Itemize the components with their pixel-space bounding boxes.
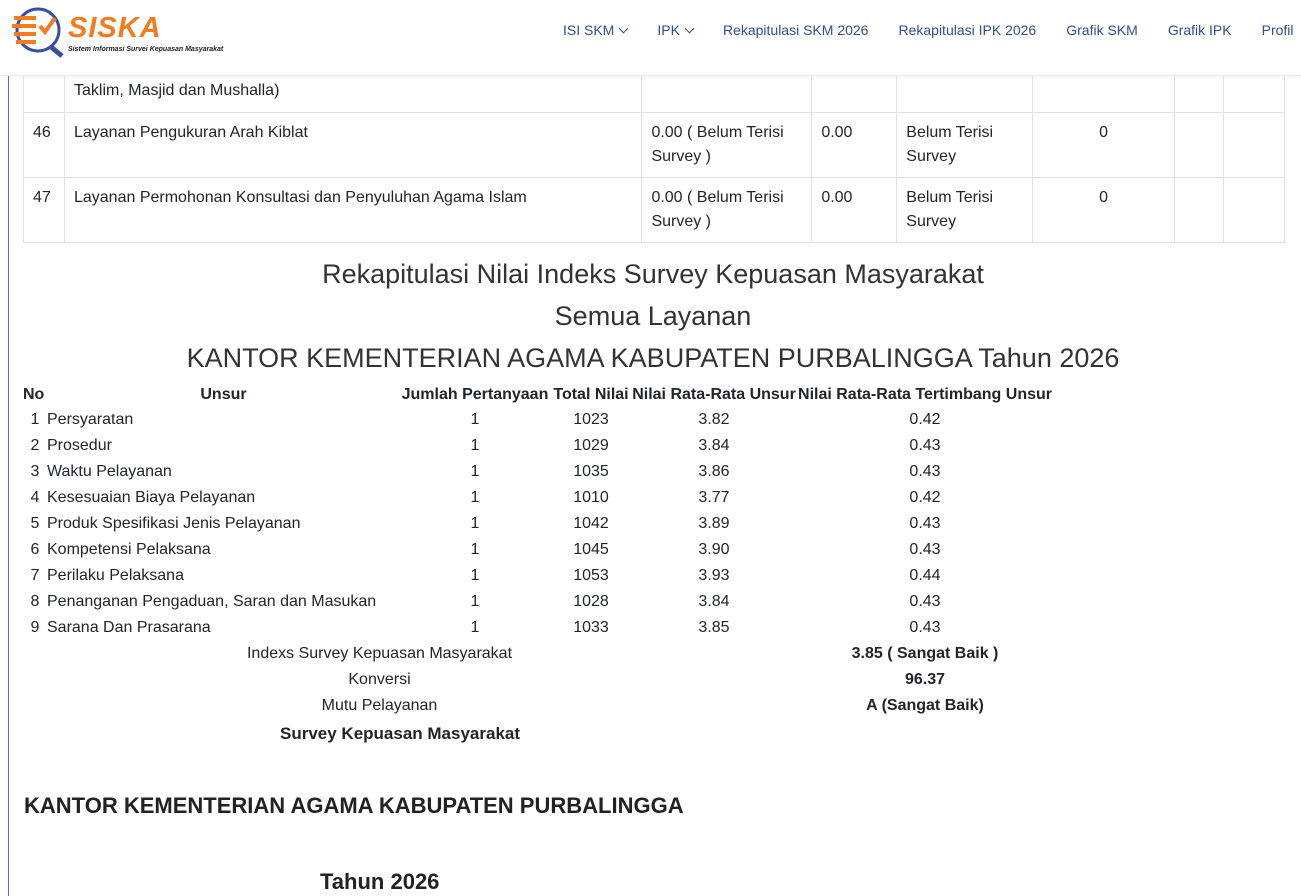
summary-row-mutu: [23, 693, 1054, 719]
service-name: Taklim, Masjid dan Mushalla): [64, 71, 641, 113]
nav-grafik-ipk[interactable]: Grafik IPK: [1167, 22, 1232, 38]
recap-total: 1053: [573, 567, 609, 584]
service-no: 47: [24, 178, 65, 243]
col-no: No: [23, 386, 45, 403]
recap-total: 1029: [573, 437, 609, 454]
siska-logo[interactable]: [10, 6, 224, 58]
recap-jumlah: 1: [470, 619, 480, 636]
main-nav: [563, 22, 1301, 38]
service-count: 0: [1033, 113, 1175, 178]
recap-total: 1028: [573, 593, 609, 610]
table-row: [24, 113, 1285, 178]
nav-grafik-skm[interactable]: Grafik SKM: [1066, 22, 1138, 38]
recap-jumlah: 1: [470, 463, 480, 480]
recap-title: Rekapitulasi Nilai Indeks Survey Kepuasan Masyarakat: [322, 259, 984, 289]
recap-tertimbang: 0.43: [909, 593, 941, 610]
summary-row-index: [23, 641, 1054, 667]
office-heading: KANTOR KEMENTERIAN AGAMA KABUPATEN PURBALINGGA: [24, 793, 684, 818]
recap-total: 1033: [573, 619, 609, 636]
recap-row: [23, 407, 1054, 433]
recap-row: [23, 511, 1054, 537]
col-unsur: Unsur: [200, 386, 247, 403]
survey-checklist-icon: [10, 6, 66, 58]
service-score-2: 0.00: [812, 113, 897, 178]
chevron-down-icon: [619, 23, 629, 33]
recap-unsur: Kesesuaian Biaya Pelayanan: [47, 489, 256, 506]
recap-rata: 3.93: [698, 567, 730, 584]
recap-jumlah: 1: [470, 411, 480, 428]
recap-total: 1045: [573, 541, 609, 558]
recap-unsur: Waktu Pelayanan: [47, 463, 172, 480]
recap-total: 1042: [573, 515, 609, 532]
nav-ipk[interactable]: IPK: [657, 22, 693, 38]
recap-unsur: Sarana Dan Prasarana: [47, 619, 211, 636]
top-navbar: [0, 0, 1301, 76]
recap-footer-label: Survey Kepuasan Masyarakat: [280, 724, 521, 743]
recap-tertimbang: 0.43: [909, 541, 941, 558]
service-extra-1: [1175, 178, 1224, 243]
recap-no: 9: [30, 619, 40, 636]
recap-unsur: Kompetensi Pelaksana: [47, 541, 211, 558]
recap-jumlah: 1: [470, 437, 480, 454]
service-extra-2: [1224, 178, 1285, 243]
recap-row: [23, 563, 1054, 589]
recap-tertimbang: 0.43: [909, 463, 941, 480]
service-count: 0: [1033, 178, 1175, 243]
recap-footer-row: [23, 719, 1054, 749]
recap-tertimbang: 0.42: [909, 489, 941, 506]
recap-rata: 3.77: [698, 489, 730, 506]
recap-jumlah: 1: [470, 567, 480, 584]
service-status: [897, 71, 1033, 113]
recap-rata: 3.84: [698, 593, 730, 610]
recap-row: [23, 485, 1054, 511]
service-extra-2: [1224, 71, 1285, 113]
recap-no: 8: [30, 593, 40, 610]
recap-jumlah: 1: [470, 541, 480, 558]
service-score-2: 0.00: [812, 178, 897, 243]
service-extra-2: [1224, 113, 1285, 178]
col-jumlah-pertanyaan: Jumlah Pertanyaan: [401, 386, 549, 403]
chevron-down-icon: [684, 23, 694, 33]
recap-no: 2: [30, 437, 40, 454]
nav-rekapitulasi-skm[interactable]: Rekapitulasi SKM 2026: [722, 22, 869, 38]
recap-no: 1: [30, 411, 40, 428]
service-count: [1033, 71, 1175, 113]
recap-no: 3: [30, 463, 40, 480]
recap-table: [23, 383, 1054, 749]
col-nilai-rata-rata: Nilai Rata-Rata Unsur: [632, 386, 796, 403]
recap-unsur: Produk Spesifikasi Jenis Pelayanan: [47, 515, 301, 532]
recap-jumlah: 1: [470, 593, 480, 610]
recap-tertimbang: 0.43: [909, 515, 941, 532]
recap-unsur: Penanganan Pengaduan, Saran dan Masukan: [47, 593, 377, 610]
recap-header-row: [23, 383, 1054, 407]
col-nilai-tertimbang: Nilai Rata-Rata Tertimbang Unsur: [798, 386, 1052, 403]
service-score: [642, 71, 812, 113]
recap-row: [23, 459, 1054, 485]
recap-no: 6: [30, 541, 40, 558]
summary-label: Konversi: [348, 671, 411, 688]
recap-total: 1035: [573, 463, 609, 480]
recap-unsur: Perilaku Pelaksana: [47, 567, 184, 584]
col-total-nilai: Total Nilai: [553, 386, 629, 403]
recap-tertimbang: 0.43: [909, 619, 941, 636]
recap-office-title: KANTOR KEMENTERIAN AGAMA KABUPATEN PURBALINGGA Tahun 2026: [186, 343, 1120, 373]
recap-row: [23, 537, 1054, 563]
recap-rata: 3.89: [698, 515, 730, 532]
recap-subtitle: Semua Layanan: [554, 301, 752, 331]
content-left-border: [8, 76, 9, 896]
recap-tertimbang: 0.43: [909, 437, 941, 454]
logo-title: SISKA: [68, 12, 162, 44]
logo-subtitle: Sistem Informasi Survei Kepuasan Masyarakat: [68, 46, 224, 53]
table-row: [24, 178, 1285, 243]
recap-jumlah: 1: [470, 515, 480, 532]
summary-label: Mutu Pelayanan: [321, 697, 438, 714]
summary-value: 96.37: [904, 671, 946, 688]
recap-rata: 3.84: [698, 437, 730, 454]
summary-row-konversi: [23, 667, 1054, 693]
service-score-2: [812, 71, 897, 113]
nav-rekapitulasi-ipk[interactable]: Rekapitulasi IPK 2026: [898, 22, 1037, 38]
service-extra-1: [1175, 113, 1224, 178]
summary-label: Indexs Survey Kepuasan Masyarakat: [246, 645, 513, 662]
service-name: Layanan Pengukuran Arah Kiblat: [64, 113, 641, 178]
recap-total: 1010: [573, 489, 609, 506]
recap-no: 7: [30, 567, 40, 584]
summary-value: A (Sangat Baik): [866, 697, 984, 714]
service-table: [23, 70, 1285, 243]
recap-rata: 3.85: [698, 619, 730, 636]
service-status: Belum Terisi Survey: [897, 178, 1033, 243]
recap-row: [23, 433, 1054, 459]
service-name: Layanan Permohonan Konsultasi dan Penyuluhan Agama Islam: [64, 178, 641, 243]
service-score: 0.00 ( Belum Terisi Survey ): [642, 113, 812, 178]
recap-row: [23, 589, 1054, 615]
service-extra-1: [1175, 71, 1224, 113]
recap-rata: 3.90: [698, 541, 730, 558]
recap-row: [23, 615, 1054, 641]
recap-unsur: Prosedur: [47, 437, 112, 454]
summary-value: 3.85 ( Sangat Baik ): [851, 645, 999, 662]
recap-no: 4: [30, 489, 40, 506]
recap-unsur: Persyaratan: [47, 411, 134, 428]
recap-jumlah: 1: [470, 489, 480, 506]
nav-isi-skm[interactable]: ISI SKM: [563, 22, 627, 38]
year-heading: Tahun 2026: [320, 869, 440, 894]
recap-tertimbang: 0.42: [909, 411, 941, 428]
recap-tertimbang: 0.44: [909, 567, 941, 584]
service-no: 46: [24, 113, 65, 178]
service-no: [24, 71, 65, 113]
service-status: Belum Terisi Survey: [897, 113, 1033, 178]
recap-rata: 3.82: [698, 411, 730, 428]
service-score: 0.00 ( Belum Terisi Survey ): [642, 178, 812, 243]
nav-profil[interactable]: Profil: [1261, 22, 1294, 38]
recap-no: 5: [30, 515, 40, 532]
recap-total: 1023: [573, 411, 609, 428]
recap-rata: 3.86: [698, 463, 730, 480]
table-row: [24, 71, 1285, 113]
